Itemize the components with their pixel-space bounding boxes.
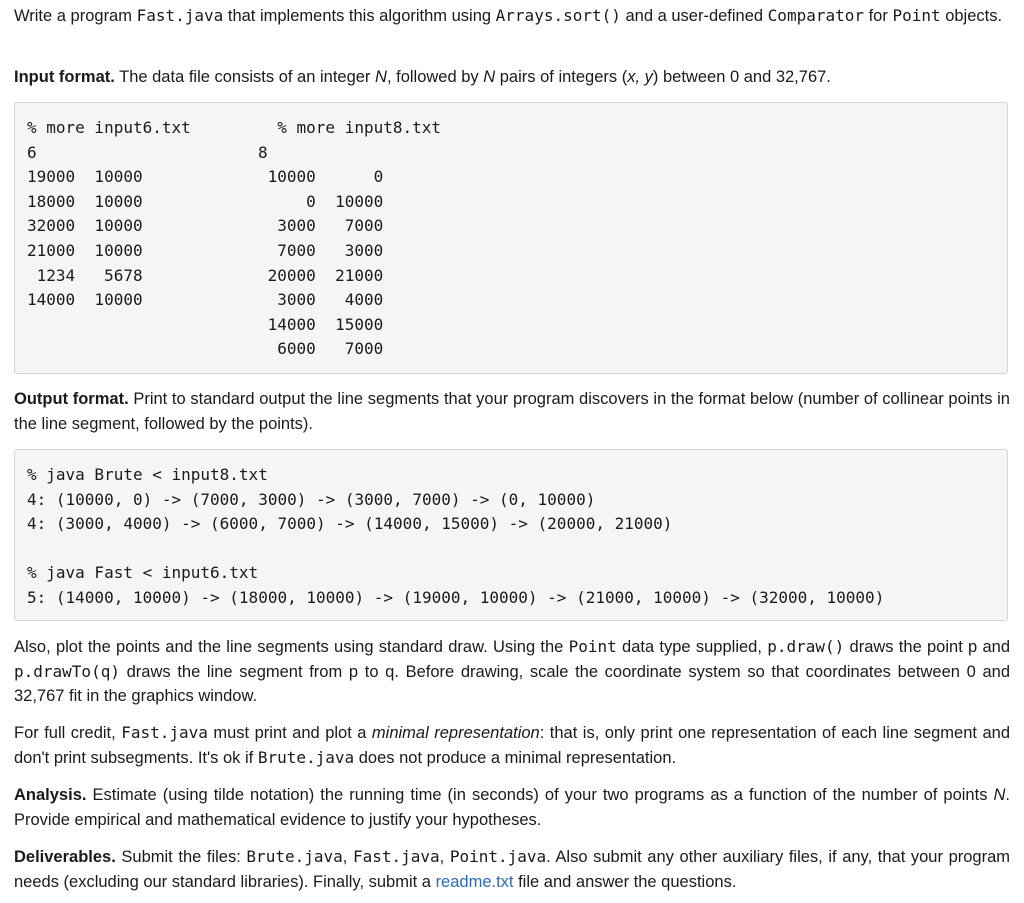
input6-listing: % more input6.txt 6 19000 10000 18000 10000 32000 10000 21000 10000 1234 5678 14000 10000 [27, 118, 191, 310]
intro-paragraph: Write a program Fast.java that implements this algorithm using Arrays.sort() and a user-defined Comparator for Point objects. [14, 6, 1003, 25]
fast-java-code: Fast.java [136, 6, 224, 25]
fast-java-code: Fast.java [121, 723, 208, 742]
analysis-paragraph: Analysis. Estimate (using tilde notation) the running time (in seconds) of your two programs as a function of the number of points N. Provide empirical and mathematical evidence to justify your hypotheses. [14, 786, 1010, 829]
credit-paragraph: For full credit, Fast.java must print and plot a minimal representation: that is, only print one representation of each line segment and don't print subsegments. It's ok if Brute.java does not produce a minimal representation. [14, 723, 1010, 767]
input-format-paragraph: Input format. The data file consists of an integer N, followed by N pairs of integers (x, y) between 0 and 32,767. [14, 68, 831, 86]
point-code: Point [568, 637, 617, 656]
brute-java-code: Brute.java [246, 847, 343, 866]
brute-java-code: Brute.java [257, 747, 355, 767]
output-example-box [14, 449, 1008, 621]
fast-java-code: Fast.java [352, 847, 440, 866]
input-example-box [14, 102, 1008, 374]
plot-paragraph: Also, plot the points and the line segments using standard draw. Using the Point data type supplied, p.draw() draws the point p and p.drawTo(q) draws the line segment from p to q. Before drawing, scale the coordinate system so that coordinates between 0 and 32,767 fit in the graphics window. [14, 637, 1011, 705]
deliverables-paragraph: Deliverables. Submit the files: Brute.java, Fast.java, Point.java. Also submit any other auxiliary files, if any, that your program needs (excluding our standard libraries). Finally, submit a readme.txt file and answer the questions. [14, 847, 1011, 891]
output-listing: % java Brute < input8.txt 4: (10000, 0) -> (7000, 3000) -> (3000, 7000) -> (0, 10000) 4: (3000, 4000) -> (6000, 7000) -> (14000, 15000) -> (20000, 21000) % java Fast < input6.txt 5: (14000, 10000) -> (18000, 10000) -> (19000, 10000) -> (21000, 10000) -> (32000, 10000) [27, 465, 885, 607]
output-format-heading: Output format. [14, 390, 129, 408]
arrays-sort-code: Arrays.sort() [495, 6, 621, 25]
output-format-paragraph: Output format. Print to standard output the line segments that your program discovers in the format below (number of collinear points in the line segment, followed by the points). [14, 390, 1010, 433]
point-java-code: Point.java [449, 847, 547, 866]
input8-listing: % more input8.txt 8 10000 0 0 10000 3000 7000 7000 3000 20000 21000 3000 4000 14000 15000 6000 7000 [258, 118, 442, 359]
input-format-heading: Input format. [14, 68, 115, 86]
readme-link[interactable]: readme.txt [435, 872, 514, 891]
comparator-code: Comparator [767, 6, 864, 25]
point-code: Point [892, 6, 941, 25]
deliverables-heading: Deliverables. [14, 848, 116, 866]
minimal-representation-term: minimal representation [371, 724, 540, 742]
analysis-heading: Analysis. [14, 786, 87, 804]
p-drawto-code: p.drawTo(q) [14, 661, 120, 681]
p-draw-code: p.draw() [767, 637, 845, 656]
